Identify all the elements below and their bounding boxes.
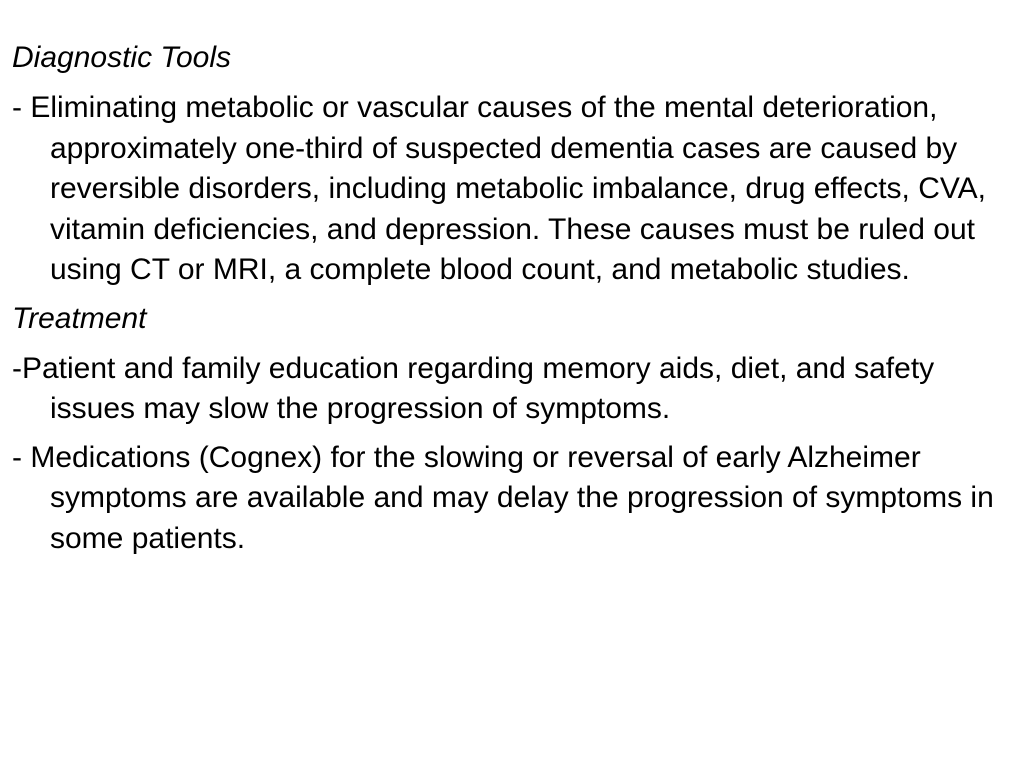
diagnostic-tools-paragraph: - Eliminating metabolic or vascular causes of the mental deterioration, approximately one-third of suspected dementia cases are caused by reversible disorders, including metabolic imbalance, drug effects, CVA, vitamin deficiencies, and depression. These causes must be ruled out using CT or MRI, a complete blood count, and metabolic studies. xyxy=(12,91,987,286)
treatment-paragraph-education: -Patient and family education regarding memory aids, diet, and safety issues may slow the progression of symptoms. xyxy=(12,351,935,425)
section-heading-diagnostic-tools: Diagnostic Tools xyxy=(12,41,232,74)
slide-content xyxy=(12,38,1020,559)
treatment-paragraph-medications: - Medications (Cognex) for the slowing or reversal of early Alzheimer symptoms are available and may delay the progression of symptoms in some patients. xyxy=(12,440,994,555)
section-heading-treatment: Treatment xyxy=(12,301,147,335)
